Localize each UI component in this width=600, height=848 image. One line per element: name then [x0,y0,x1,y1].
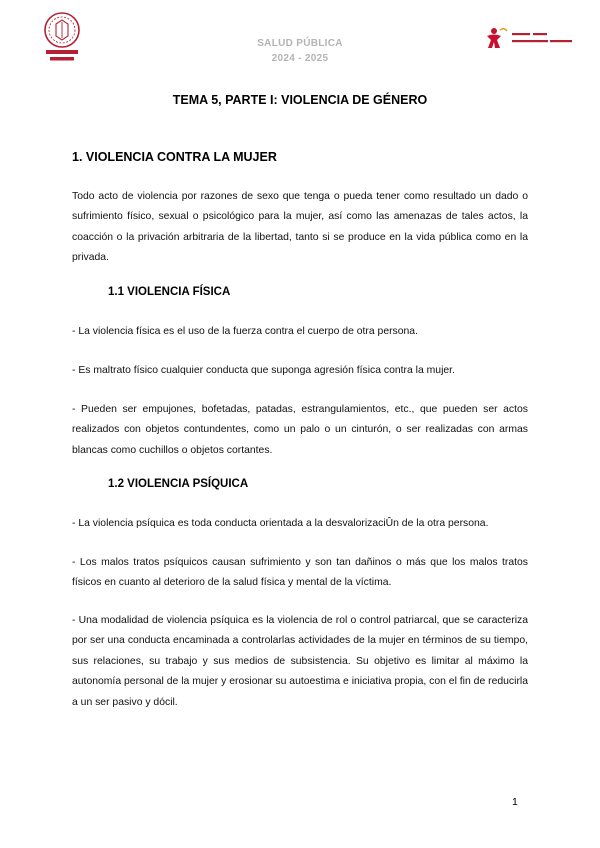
page-number: 1 [512,796,518,808]
subsection-heading: 1.1 VIOLENCIA FÍSICA [108,286,231,298]
list-item: - Una modalidad de violencia psíquica es la violencia de rol o control patriarcal, que se caracteriza por ser una conducta encaminada a controlarlas actividades de la mujer en términos de su tiempo, sus relaciones, su trabajo y sus medios de subsistencia. Su objetivo es limitar al máximo la autonomía personal de la mujer y erosionar su autoestima e iniciativa propia, con el fin de reducirla a un ser pasivo y dócil. [72,615,528,708]
section-paragraph: Todo acto de violencia por razones de sexo que tenga o pueda tener como resultado un dado o sufrimiento físico, sexual o psicológico para la mujer, así como las amenazas de tales actos, la coacción o la privación arbitraria de la libertad, tanto si se produce en la vida pública como en la privada. [72,191,528,264]
list-item: - Los malos tratos psíquicos causan sufrimiento y son tan dañinos o más que los malos tratos físicos en cuanto al deterioro de la salud física y mental de la víctima. [72,557,528,589]
section-heading: 1. VIOLENCIA CONTRA LA MUJER [72,150,277,164]
list-item: - La violencia psíquica es toda conducta orientada a la desvalorizaciÛn de la otra persona. [72,518,489,529]
list-item: - Pueden ser empujones, bofetadas, patadas, estrangulamientos, etc., que pueden ser actos realizados con objetos contundentes, como un palo o un cinturón, o ser realizadas con armas blancas como cuchillos o objetos cortantes. [72,404,528,456]
list-item: - La violencia física es el uso de la fuerza contra el cuerpo de otra persona. [72,326,418,337]
university-seal-logo [36,10,88,68]
subsection-heading: 1.2 VIOLENCIA PSÍQUICA [108,478,249,490]
list-item: - Es maltrato físico cualquier conducta que suponga agresión física contra la mujer. [72,365,455,376]
document-title: TEMA 5, PARTE I: VIOLENCIA DE GÉNERO [172,93,428,107]
header-subject: SALUD PÚBLICA [257,38,343,49]
program-logo [484,24,576,50]
header-year: 2024 - 2025 [271,53,329,64]
page-header [200,36,400,66]
